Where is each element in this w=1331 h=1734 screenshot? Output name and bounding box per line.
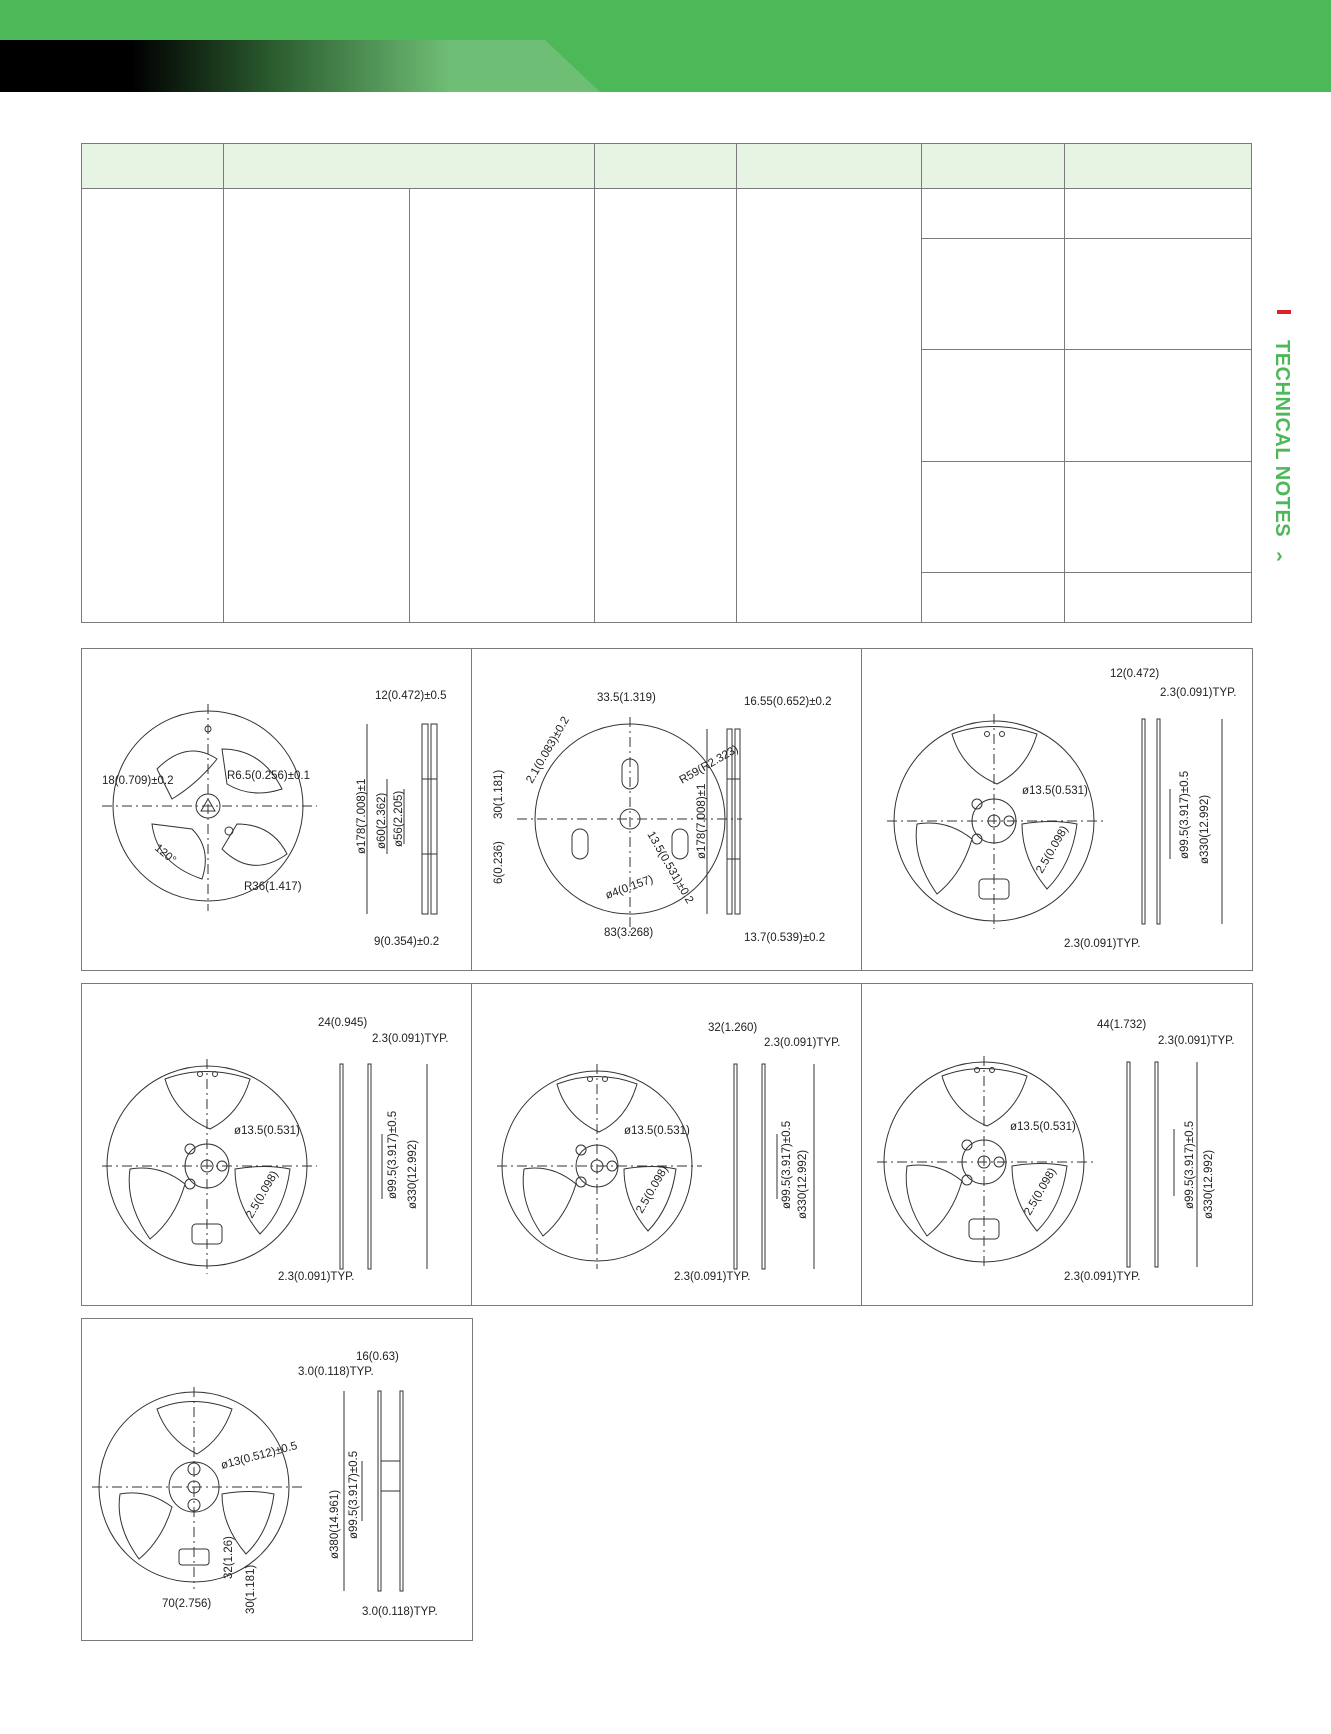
dim-dia-hub: ø60(2.362) xyxy=(376,792,388,849)
dim-slot-width: 33.5(1.319) xyxy=(597,692,656,704)
table-cell xyxy=(1065,189,1252,239)
dim-slot: 2.1(0.083)±0.2 xyxy=(524,714,572,786)
table-header-cell xyxy=(1065,144,1252,189)
dim-key: 2.5(0.098) xyxy=(1034,824,1071,876)
table-cell xyxy=(922,573,1065,623)
reel-drawing-178-a xyxy=(81,648,473,971)
dim-bore: ø13.5(0.531) xyxy=(1022,785,1088,797)
dim-flange: 13.7(0.539)±0.2 xyxy=(744,932,826,944)
header-banner xyxy=(0,0,1331,92)
dim-bottom: 2.3(0.091)TYP. xyxy=(278,1271,355,1283)
table-cell xyxy=(223,189,409,623)
dim-width: 16.55(0.652)±0.2 xyxy=(744,696,832,708)
dim-bore: 13.5(0.531)±0.2 xyxy=(644,829,696,906)
table-cell xyxy=(922,239,1065,350)
section-tab[interactable] xyxy=(1270,340,1300,570)
chevron-right-icon: › xyxy=(1276,545,1283,567)
table-header-cell xyxy=(82,144,224,189)
table-cell xyxy=(922,462,1065,573)
dim-bottom: 2.3(0.091)TYP. xyxy=(674,1271,751,1283)
table-header-cell xyxy=(737,144,922,189)
dim-dia-small: ø4(0.157) xyxy=(603,873,655,902)
dim-key: 2.5(0.098) xyxy=(634,1164,671,1216)
table-header-cell xyxy=(922,144,1065,189)
dim-bore: ø13(0.512)±0.5 xyxy=(219,1439,299,1472)
dim-key: 2.5(0.098) xyxy=(244,1169,281,1221)
dim-thick: 2.3(0.091)TYP. xyxy=(764,1037,841,1049)
reel-drawing-330-32 xyxy=(471,983,863,1306)
table-cell xyxy=(737,189,922,623)
dim-dia-outer: ø178(7.008)±1 xyxy=(696,783,708,859)
dim-bore: ø13.5(0.531) xyxy=(1010,1121,1076,1133)
dim-thick: 2.3(0.091)TYP. xyxy=(372,1033,449,1045)
dim-width: 16(0.63) xyxy=(356,1351,399,1363)
section-tab-label: TECHNICAL NOTES xyxy=(1271,340,1293,538)
dim-a: 32(1.26) xyxy=(223,1536,235,1579)
dim-hub: ø99.5(3.917)±0.5 xyxy=(781,1120,793,1209)
table-cell xyxy=(1065,462,1252,573)
table-header-cell xyxy=(223,144,594,189)
dim-offset: 6(0.236) xyxy=(493,841,505,884)
dim-flange: 9(0.354)±0.2 xyxy=(374,936,440,948)
dim-width: 32(1.260) xyxy=(708,1022,758,1034)
reel-drawing-330-44 xyxy=(861,983,1253,1306)
table-header-cell xyxy=(594,144,737,189)
spec-table xyxy=(81,143,1252,623)
dim-hub: ø99.5(3.917)±0.5 xyxy=(1179,770,1191,859)
table-cell xyxy=(1065,350,1252,462)
table-cell xyxy=(922,189,1065,239)
dim-height: 30(1.181) xyxy=(493,769,505,819)
table-cell xyxy=(409,189,594,623)
dim-b: 30(1.181) xyxy=(245,1564,257,1614)
dim-width: 12(0.472) xyxy=(1110,668,1160,680)
table-cell xyxy=(1065,573,1252,623)
dim-hub: 18(0.709)±0.2 xyxy=(102,775,174,787)
table-header-row xyxy=(82,144,1252,189)
dim-outer: ø330(12.992) xyxy=(1199,794,1211,864)
table-cell xyxy=(82,189,224,623)
dim-bore: ø13.5(0.531) xyxy=(234,1125,300,1137)
dim-thick: 3.0(0.118)TYP. xyxy=(298,1366,374,1378)
dim-hub: ø99.5(3.917)±0.5 xyxy=(387,1110,399,1199)
dim-dia-outer: ø178(7.008)±1 xyxy=(356,778,368,854)
dim-outer: ø330(12.992) xyxy=(797,1149,809,1219)
reel-drawing-380-16 xyxy=(81,1318,473,1641)
table-cell xyxy=(922,350,1065,462)
table-cell xyxy=(594,189,737,623)
section-marker xyxy=(1277,310,1291,314)
reel-drawing-178-b xyxy=(471,648,863,971)
dim-thick: 2.3(0.091)TYP. xyxy=(1160,687,1237,699)
reel-drawing-330-24 xyxy=(81,983,473,1306)
dim-bottom: 3.0(0.118)TYP. xyxy=(362,1606,438,1618)
dim-width: 44(1.732) xyxy=(1097,1019,1147,1031)
dim-thick: 2.3(0.091)TYP. xyxy=(1158,1035,1235,1047)
table-cell xyxy=(1065,239,1252,350)
dim-bore: ø13.5(0.531) xyxy=(624,1125,690,1137)
dim-radius-small: R6.5(0.256)±0.1 xyxy=(227,770,311,782)
dim-hub: ø99.5(3.917)±0.5 xyxy=(1184,1120,1196,1209)
dim-width: 12(0.472)±0.5 xyxy=(375,690,447,702)
dim-outer: ø330(12.992) xyxy=(1203,1149,1215,1219)
header-accent-stripe xyxy=(0,40,600,92)
dim-hub: ø99.5(3.917)±0.5 xyxy=(348,1450,360,1539)
dim-span: 83(3.268) xyxy=(604,927,654,939)
dim-bottom: 2.3(0.091)TYP. xyxy=(1064,938,1141,950)
dim-c: 70(2.756) xyxy=(162,1598,212,1610)
dim-dia-inner: ø56(2.205) xyxy=(393,790,405,847)
dim-bottom: 2.3(0.091)TYP. xyxy=(1064,1271,1141,1283)
dim-angle: 120° xyxy=(152,842,179,867)
dim-radius-large: R36(1.417) xyxy=(244,881,302,893)
dim-outer: ø330(12.992) xyxy=(407,1139,419,1209)
table-row xyxy=(82,189,1252,239)
dim-outer: ø380(14.961) xyxy=(329,1489,341,1559)
dim-width: 24(0.945) xyxy=(318,1017,368,1029)
reel-drawing-330-12 xyxy=(861,648,1253,971)
dim-key: 2.5(0.098) xyxy=(1022,1166,1059,1218)
dim-radius: R59(R2.323) xyxy=(677,743,741,787)
